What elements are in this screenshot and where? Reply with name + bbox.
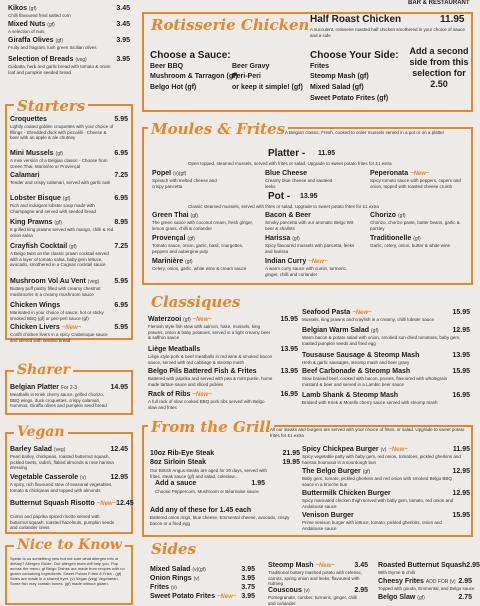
item-desc: Prime venison burger with lettuce, tomato, pickled gherkins, onion and Andalouse sauce <box>302 520 442 531</box>
steak-desc: Our British Angus steaks are aged for 30 days, served with frites, steak sauce (gf) and salad, coleslaw... <box>150 468 268 479</box>
grill-title: From the Grill <box>148 418 274 436</box>
list-item: Rack of Ribs ~New~ 16.95 <box>148 391 298 398</box>
item-desc: Meatballs in Kriek cherry sauce, grilled chorizo, BBQ wings, duck croquettes, crispy calamari, hummus, Giraffa olives and pumpkin seed bread <box>10 392 107 408</box>
item-desc: Spicy flavoured mussels with pancetta, leeks and harissa <box>265 243 355 254</box>
sauce-option: Beer BBQ <box>150 63 184 70</box>
sauce-heading: Choose a Sauce: <box>150 50 231 61</box>
item-desc: Pearl barley, chickpeas, roasted butternut squash, pickled beets, radish, flaked almonds & rose harissa dressing <box>10 454 114 470</box>
side-item: Cheesy Frites ADD FOR (v) 2.95 <box>378 578 472 585</box>
side-item: Roasted Butternut Squash 2.95 <box>378 562 480 569</box>
item-desc: Garlic, celery, onion, butter & white wine <box>370 243 450 248</box>
list-item: Waterzooi (gf) ~New~ 15.95 <box>148 316 298 323</box>
list-item: Tousause Sausage & Steomp Mash 13.95 <box>302 352 470 359</box>
side-item: Steomp Mash ~New~ 3.45 <box>268 562 368 569</box>
item-desc: A selection of nuts <box>8 29 45 34</box>
item-desc: Pomegranate, cumber, turmeric, ginger, chilli and coriander <box>268 595 358 606</box>
item-desc: A Belgo twist on the classic prawn cocktail served with a layer of tomato salsa, baby gem lettuce, avocado, smothered in a Cognac cocktail sauce <box>10 251 109 267</box>
side-option: Steomp Mash (gf) <box>310 73 369 80</box>
pot-label: Pot - <box>268 191 291 202</box>
side-item: Mixed Salad (v)(gf) 3.95 <box>150 566 255 573</box>
moule-item: Peperonata ~New~ <box>370 170 430 177</box>
rotisserie-title: Rotisserie Chicken <box>148 16 312 34</box>
list-item: Kikos (gf) 3.45 <box>8 5 130 12</box>
sauce-option: or keep it simple! (gf) <box>232 84 303 91</box>
item-desc: Ciabatta, herb and garlic bread with tomato & onion loaf and pumpkin seeded bread <box>8 64 111 75</box>
item-desc: Creamy blue cheese and sautéed leeks <box>265 178 333 189</box>
list-item: Chicken Wings 6.95 <box>10 302 128 309</box>
list-item: Spicy Chickpea Burger (v) ~New~ 11.95 <box>302 446 470 453</box>
moule-item: Green Thai (gf) <box>152 212 199 219</box>
side-item: Belgo Slaw (gf) 2.75 <box>378 594 472 601</box>
item-desc: Tomato sauce, onion, garlic, basil, courgettes, peppers and aubergine pulp <box>152 243 244 254</box>
item-desc: Chorizo, chorizo paste, butter beans, garlic & parsley <box>370 220 460 231</box>
list-item: Lobster Bisque (gf) 6.95 <box>10 195 128 202</box>
steak-item: 10oz Rib-Eye Steak 21.95 <box>150 450 300 457</box>
item-desc: Spinach with melted cheese and crispy pancetta <box>152 178 217 189</box>
moule-item: Indian Curry ~New~ <box>265 258 328 265</box>
half-chicken-desc: A succulent, rotisserie roasted half chicken smothered in your choice of sauce and a side <box>310 27 465 38</box>
sauce-option: Peri-Peri <box>232 73 261 80</box>
list-item: Butternut Squash Risotto ~New~ 12.45 <box>10 500 134 507</box>
platter-price: 11.95 <box>318 150 336 157</box>
item-desc: Battered with paprika and served with pea & mint purée, home made tartare sauce and sliced pickles <box>148 376 273 387</box>
item-desc: Spicy vegetable patty with baby gem, red onion, tomatoes, pickled gherkins and harissa houmous in a sourdough bun <box>302 454 461 465</box>
moule-item: Marinière (gf) <box>152 258 193 265</box>
item-desc: Baby gem, tomato, pickled gherkins and red onion with smoked Belgo BBQ sauce in a brioche bun <box>302 476 452 487</box>
vegan-title: Vegan <box>14 424 68 440</box>
item-desc: With thyme & chilli <box>378 570 415 575</box>
sauce-option: Mushroom & Tarragon (gf) <box>150 73 238 80</box>
classiques-title: Classiques <box>148 293 243 311</box>
list-item: King Prawns (gf) 8.95 <box>10 219 128 226</box>
item-desc: Herb & garlic sausages, steomp mash and beer gravy <box>302 360 410 365</box>
list-item: The Belgo Burger (gf) 12.95 <box>302 468 470 475</box>
item-desc: Marinated in your choice of sauce, hot or sticky smoked BBQ (gf) or peri-peri sauce (gf) <box>10 310 104 321</box>
item-desc: A full rack of slow cooked BBQ pork ribs served with Belgo slaw and frites <box>148 399 265 410</box>
item-desc: Braised with Kriek & Morello cherry sauce served with steomp mash <box>302 400 438 405</box>
platter-label: Platter - <box>268 148 306 159</box>
item-desc: Slow braised beef, cooked with bacon, prunes, flavoured with wholegrain mustard & beer and served in a Lambic beer sauce <box>302 376 448 387</box>
item-desc: 6 grilled king prawns served with mango, chilli & red onion salsa <box>10 227 114 238</box>
item-desc: Rich and indulgent lobster soup made with Champagne and served with seeded bread <box>10 203 97 214</box>
item-desc: Topped with gouda, Emmental, and Belgo sauce <box>378 586 475 591</box>
list-item: Venison Burger 15.95 <box>302 512 470 519</box>
item-desc: Spicy marinated chicken thigh served with baby gem, tomato, red onion and Andalouse sauce <box>302 498 454 509</box>
list-item: Vegetable Casserole (v) 12.95 <box>10 474 128 481</box>
extras-desc: Battered onion rings, blue cheese, Emmental cheese, avocado, crispy bacon or a fried egg <box>150 515 290 526</box>
grill-intro: All our steaks and burgers are served with your choice of frites, or salad. Upgrade to sweet potato frites for £1 extra <box>270 427 465 438</box>
item-desc: Smoky pancetta with our aromatic Belgo Wit beer & shallots <box>265 220 354 231</box>
list-item: Mini Mussels (gf) 6.95 <box>10 150 128 157</box>
sharer-title: Sharer <box>14 362 73 378</box>
side-option: Sweet Potato Frites (gf) <box>310 95 389 102</box>
item-desc: Confit chicken livers in a spicy Crabeloque sauce and served with seeded bread <box>10 332 108 343</box>
list-item: Lamb Shank & Steomp Mash 16.95 <box>302 392 470 399</box>
side-item: Couscous (v) 2.95 <box>268 587 368 594</box>
item-desc: Lightly coated golden croquettes with your choice of fillings - Shredded duck with piccalilli - Cheese & beer with an apple & ale chutney <box>10 124 114 140</box>
moule-item: Popeï (v)(gf) <box>152 170 187 177</box>
list-item: Mixed Nuts (gf) 3.45 <box>8 21 130 28</box>
half-chicken-price: 11.95 <box>440 14 465 25</box>
item-desc: Spicy tomato sauce with peppers, capers and onion, topped with toasted cheese crumb <box>370 178 461 189</box>
side-item: Sweet Potato Frites ~New~ 3.95 <box>150 593 255 600</box>
moule-item: Chorizo (gf) <box>370 212 406 219</box>
list-item: Chicken Livers ~New~ 5.95 <box>10 324 128 331</box>
moules-title: Moules & Frites <box>148 120 288 138</box>
moule-item: Traditionelle (gf) <box>370 235 421 242</box>
moule-item: Harissa (gf) <box>265 235 300 242</box>
side-heading: Choose Your Side: <box>310 50 399 61</box>
sides-title: Sides <box>148 540 199 558</box>
sauce-desc: Choose Peppercorn, Mushroom or Béarnaise sauce <box>155 489 259 494</box>
nice-to-know-title: Nice to Know <box>14 537 125 553</box>
sauce-addon: Add a sauce 1.95 <box>155 480 265 487</box>
sauce-option: Belgo Hot (gf) <box>150 84 197 91</box>
brand-subtitle: BAR & RESTAURANT <box>408 0 470 6</box>
side-item: Frites (v) 3.75 <box>150 584 255 591</box>
extras-label: Add any of these for 1.45 each <box>150 507 252 514</box>
half-chicken-name: Half Roast Chicken <box>310 14 402 25</box>
item-desc: Liège style pork & beef meatballs in red wine & smoked bacon sauce, served with red cabbage & steomp mash <box>148 354 273 365</box>
platter-desc: Open topped, steamed mussels, served with frites or salad. Upgrade to sweet potato frites for £1 extra <box>188 161 392 166</box>
moule-item: Blue Cheese <box>265 170 308 177</box>
moule-item: Provençal (gf) <box>152 235 195 242</box>
sauce-option: Beer Gravy <box>232 63 270 70</box>
item-desc: The green sauce with coconut cream, fresh ginger, lemon grass, chilli & coriander <box>152 220 254 231</box>
list-item: Beef Carbonade & Steomp Mash 15.95 <box>302 368 470 375</box>
side-option: Frites <box>310 63 330 70</box>
nice-to-know-text: Speak to us something new but not sure what allergen info or dietary? Allergen Guide: Our allergen team will help you. Pop across the menu, gf Belgo Dishes are made from recipes with no gluten containing ingredients. Sweet Potato Frites & Fries - (gf) Sides are made in a shared fryer. (v) Vegan (veg) Vegetarian. Some fish may contain bones. (gf) made without gluten. <box>10 556 125 586</box>
moule-item: Bacon & Beer <box>265 212 311 219</box>
item-desc: A mini version of a Belgian classic - Choose from Green Thai, Marinière or Provençal <box>10 158 108 169</box>
item-desc: Tender and crispy calamari, served with garlic aioli <box>10 180 111 185</box>
list-item: Belgian Platter For 2-3 14.95 <box>10 384 128 391</box>
item-desc: Warm bacon & potato salad with onion, smoked sun-dried tomatoes, baby gem, toasted pumpkin seeds and fried egg <box>302 335 461 346</box>
second-side-note: Add a second side from this selection for 2.50 <box>409 46 469 89</box>
item-desc: Traditional buttery mashed potato with celeriac, carrots, spring onion and leeks, flavoured with nutmeg <box>268 570 363 586</box>
item-desc: Celery, onion, garlic, white wine & cream sauce <box>152 266 247 271</box>
list-item: Seafood Pasta ~New~ 15.95 <box>302 309 470 316</box>
list-item: Selection of Breads (veg) 3.95 <box>8 56 130 63</box>
list-item: Mushroom Vol Au Vent (veg) 5.95 <box>10 278 128 285</box>
item-desc: Mussels, king prawns and crayfish in a creamy, chilli lobster sauce <box>302 317 434 322</box>
pot-price: 13.95 <box>300 193 318 200</box>
list-item: Crayfish Cocktail (gf) 7.25 <box>10 243 128 250</box>
item-desc: Chilli flavoured fried salted corn <box>8 13 71 18</box>
steak-item: 8oz Sirloin Steak 19.95 <box>150 459 300 466</box>
item-desc: A spicy, rich flavoured stew of seasonal vegetables, tomato & chickpeas and topped with almonds <box>10 482 113 493</box>
side-item: Onion Rings (v) 3.95 <box>150 575 255 582</box>
list-item: Calamari 7.25 <box>10 172 128 179</box>
item-desc: Flemish style fish stew with salmon, hake, mussels, king prawns, onion & baby potatoes, served in a light creamy beer & saffron sauce <box>148 324 271 340</box>
list-item: Croquettes 5.95 <box>10 116 128 123</box>
pot-desc: Classic steamed mussels, served with frites or salad. Upgrade to sweet potato frites for £1 extra <box>188 204 379 209</box>
list-item: Liège Meatballs 13.95 <box>148 346 298 353</box>
moules-intro: A Belgian classic. Fresh, cooked to order mussels served in a pot or on a platter <box>285 130 445 135</box>
list-item: Belgian Warm Salad (gf) 12.95 <box>302 327 470 334</box>
item-desc: A warm curry sauce with cumin, turmeric, ginger, chilli and coriander <box>265 266 348 277</box>
side-option: Mixed Salad (gf) <box>310 84 364 91</box>
item-desc: Fruity and fragrant, lush green Sicilian olives <box>8 45 97 50</box>
starters-title: Starters <box>14 97 88 115</box>
list-item: Buttermilk Chicken Burger 12.95 <box>302 490 470 497</box>
list-item: Barley Salad (veg) 12.45 <box>10 446 128 453</box>
list-item: Giraffa Olives (gf) 3.95 <box>8 37 130 44</box>
item-desc: Buttery puff pastry filled with creamy chestnut mushrooms in a creamy mushroom sauce <box>10 286 101 297</box>
list-item: Belgo Pils Battered Fish & Frites 13.95 <box>148 368 298 375</box>
item-desc: Cumin and paprika spiced risotto served with butternut squash, toasted hazelnuts, pumpkin seeds and coriander cress <box>10 514 115 530</box>
